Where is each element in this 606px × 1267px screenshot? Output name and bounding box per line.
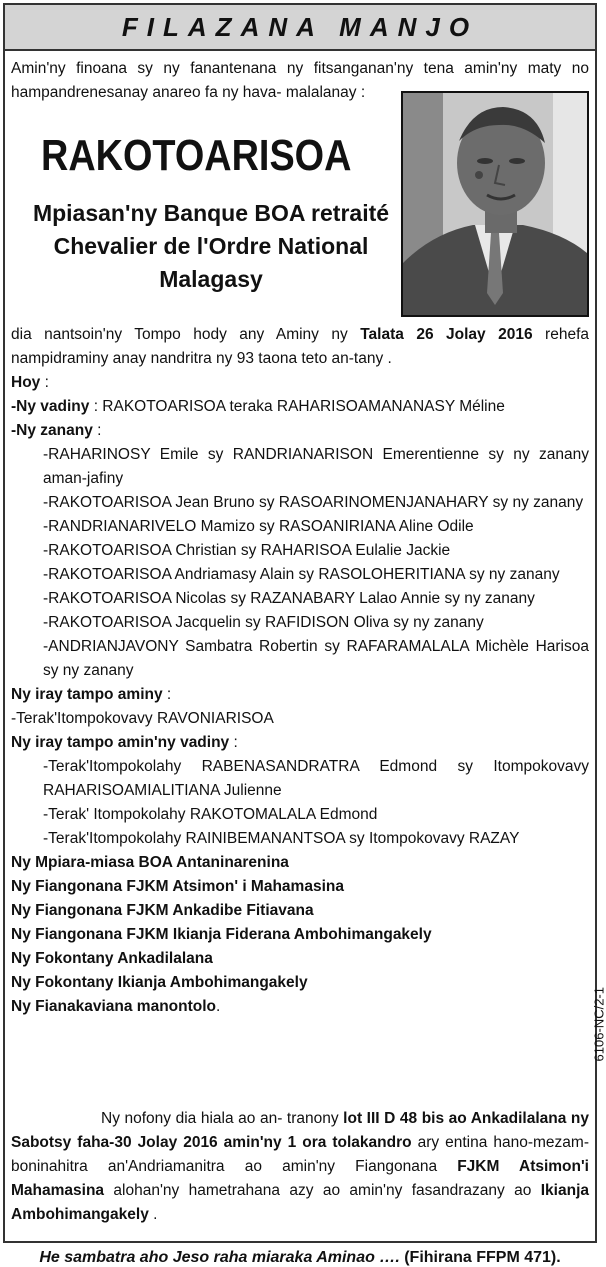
notice-header — [5, 5, 595, 51]
hoy-label: Hoy — [11, 374, 41, 391]
funeral-burial-place: Ikianja Ambohimangakely — [11, 1182, 589, 1223]
spouse-label: -Ny vadiny — [11, 398, 90, 415]
list-item: -Terak'Itompokolahy RABENASANDRATRA Edmond sy Itompokovavy RAHARISOAMIALITIANA Julienne — [43, 758, 589, 799]
spouse-line — [11, 395, 589, 419]
header-title: FILAZANA MANJO — [121, 11, 479, 42]
funeral-text: Ny nofony dia hiala ao an- tranony — [101, 1110, 344, 1127]
spouse-siblings-suffix: : — [229, 734, 238, 751]
spouse-siblings-label: Ny iray tampo amin'ny vadiny — [11, 734, 230, 751]
group-item: Ny Mpiara-miasa BOA Antaninarenina — [11, 854, 289, 871]
verse-text: He sambatra aho Jeso raha miaraka Aminao …. — [39, 1249, 400, 1266]
group-item: Ny Fiangonana FJKM Ankadibe Fitiavana — [11, 902, 314, 919]
children-heading — [11, 419, 589, 443]
portrait-photo — [401, 91, 589, 317]
siblings-heading — [11, 683, 589, 707]
funeral-text: alohan'ny hametrahana azy ao amin'ny fasandrazany ao — [104, 1182, 541, 1199]
group-item-suffix: . — [216, 998, 221, 1015]
list-item: -RAKOTOARISOA Nicolas sy RAZANABARY Lalao Annie sy ny zanany — [43, 590, 535, 607]
spouse-siblings-list — [11, 755, 589, 851]
siblings-suffix: : — [162, 686, 172, 703]
death-text: dia nantsoin'ny Tompo hody any Aminy ny — [11, 326, 361, 343]
list-item: -RAKOTOARISOA Jacquelin sy RAFIDISON Oliva sy ny zanany — [43, 614, 484, 631]
intro-text: Amin'ny finoana sy ny fanantenana ny fitsanganan'ny tena amin'ny maty no hampandrenesanay anareo fa ny hava- malalanay : — [11, 60, 589, 101]
children-suffix: : — [92, 422, 102, 439]
death-text-end: rehefa nampidraminy anay nandritra ny 93 taona teto an-tany . — [11, 326, 589, 367]
group-item: Ny Fokontany Ikianja Ambohimangakely — [11, 974, 308, 991]
group-item-text: Ny Fianakaviana manontolo — [11, 998, 216, 1015]
notice-content — [11, 57, 606, 1266]
list-item: -ANDRIANJAVONY Sambatra Robertin sy RAFARAMALALA Michèle Harisoa sy ny zanany — [43, 638, 589, 679]
deceased-title-line: Malagasy — [159, 266, 263, 292]
list-item: -RAHARINOSY Emile sy RANDRIANARISON Emerentienne sy ny zanany aman-jafiny — [43, 446, 589, 487]
children-list — [11, 443, 589, 683]
verse-reference: (Fihirana FFPM 471). — [399, 1249, 561, 1266]
death-date: Talata 26 Jolay 2016 — [360, 326, 533, 343]
funeral-text: ary entina hano-mezam-boninahitra an'Andriamanitra ao amin'ny Fiangonana — [11, 1134, 589, 1175]
funeral-paragraph — [11, 1107, 589, 1227]
hoy-line — [11, 371, 589, 395]
deceased-title-line: Mpiasan'ny Banque BOA retraité — [32, 200, 390, 226]
group-item: Ny Fokontany Ankadilalana — [11, 950, 213, 967]
deceased-title-line: Chevalier de l'Ordre National — [53, 233, 369, 259]
spouse-siblings-heading — [11, 731, 589, 755]
reference-code: 6106-NC/2-1 — [591, 987, 606, 1062]
footer-verse — [11, 1249, 589, 1267]
list-item: -Terak'Itompokovavy RAVONIARISOA — [11, 710, 274, 727]
group-item: Ny Fiangonana FJKM Ikianja Fiderana Ambohimangakely — [11, 926, 432, 943]
group-item — [11, 995, 589, 1019]
groups-list — [11, 851, 589, 1019]
list-item: -RAKOTOARISOA Christian sy RAHARISOA Eulalie Jackie — [43, 542, 451, 559]
deceased-titles — [11, 197, 411, 296]
children-label: -Ny zanany — [11, 422, 93, 439]
funeral-text: . — [148, 1206, 158, 1223]
funeral-address: lot III D 48 bis ao Ankadilalana ny Sabotsy faha-30 Jolay 2016 amin'ny 1 ora tolakandro — [11, 1110, 589, 1151]
list-item: -RAKOTOARISOA Jean Bruno sy RASOARINOMENJANAHARY sy ny zanany — [43, 494, 584, 511]
list-item: -RANDRIANARIVELO Mamizo sy RASOANIRIANA Aline Odile — [43, 518, 474, 535]
group-item: Ny Fiangonana FJKM Atsimon' i Mahamasina — [11, 878, 344, 895]
notice-body — [11, 323, 589, 1019]
portrait-illustration — [403, 93, 587, 315]
death-announcement — [11, 323, 589, 371]
siblings-label: Ny iray tampo aminy — [11, 686, 163, 703]
hoy-suffix: : — [40, 374, 49, 391]
funeral-info — [11, 1107, 589, 1227]
list-item: -RAKOTOARISOA Andriamasy Alain sy RASOLOHERITIANA sy ny zanany — [43, 566, 560, 583]
obituary-notice — [3, 3, 606, 1266]
spouse-text: : RAKOTOARISOA teraka RAHARISOAMANANASY Méline — [89, 398, 505, 415]
deceased-name: RAKOTOARISOA — [41, 131, 352, 180]
funeral-church: FJKM Atsimon'i Mahamasina — [11, 1158, 589, 1199]
list-item: -Terak'Itompokolahy RAINIBEMANANTSOA sy Itompokovavy RAZAY — [43, 830, 520, 847]
list-item: -Terak' Itompokolahy RAKOTOMALALA Edmond — [43, 806, 378, 823]
